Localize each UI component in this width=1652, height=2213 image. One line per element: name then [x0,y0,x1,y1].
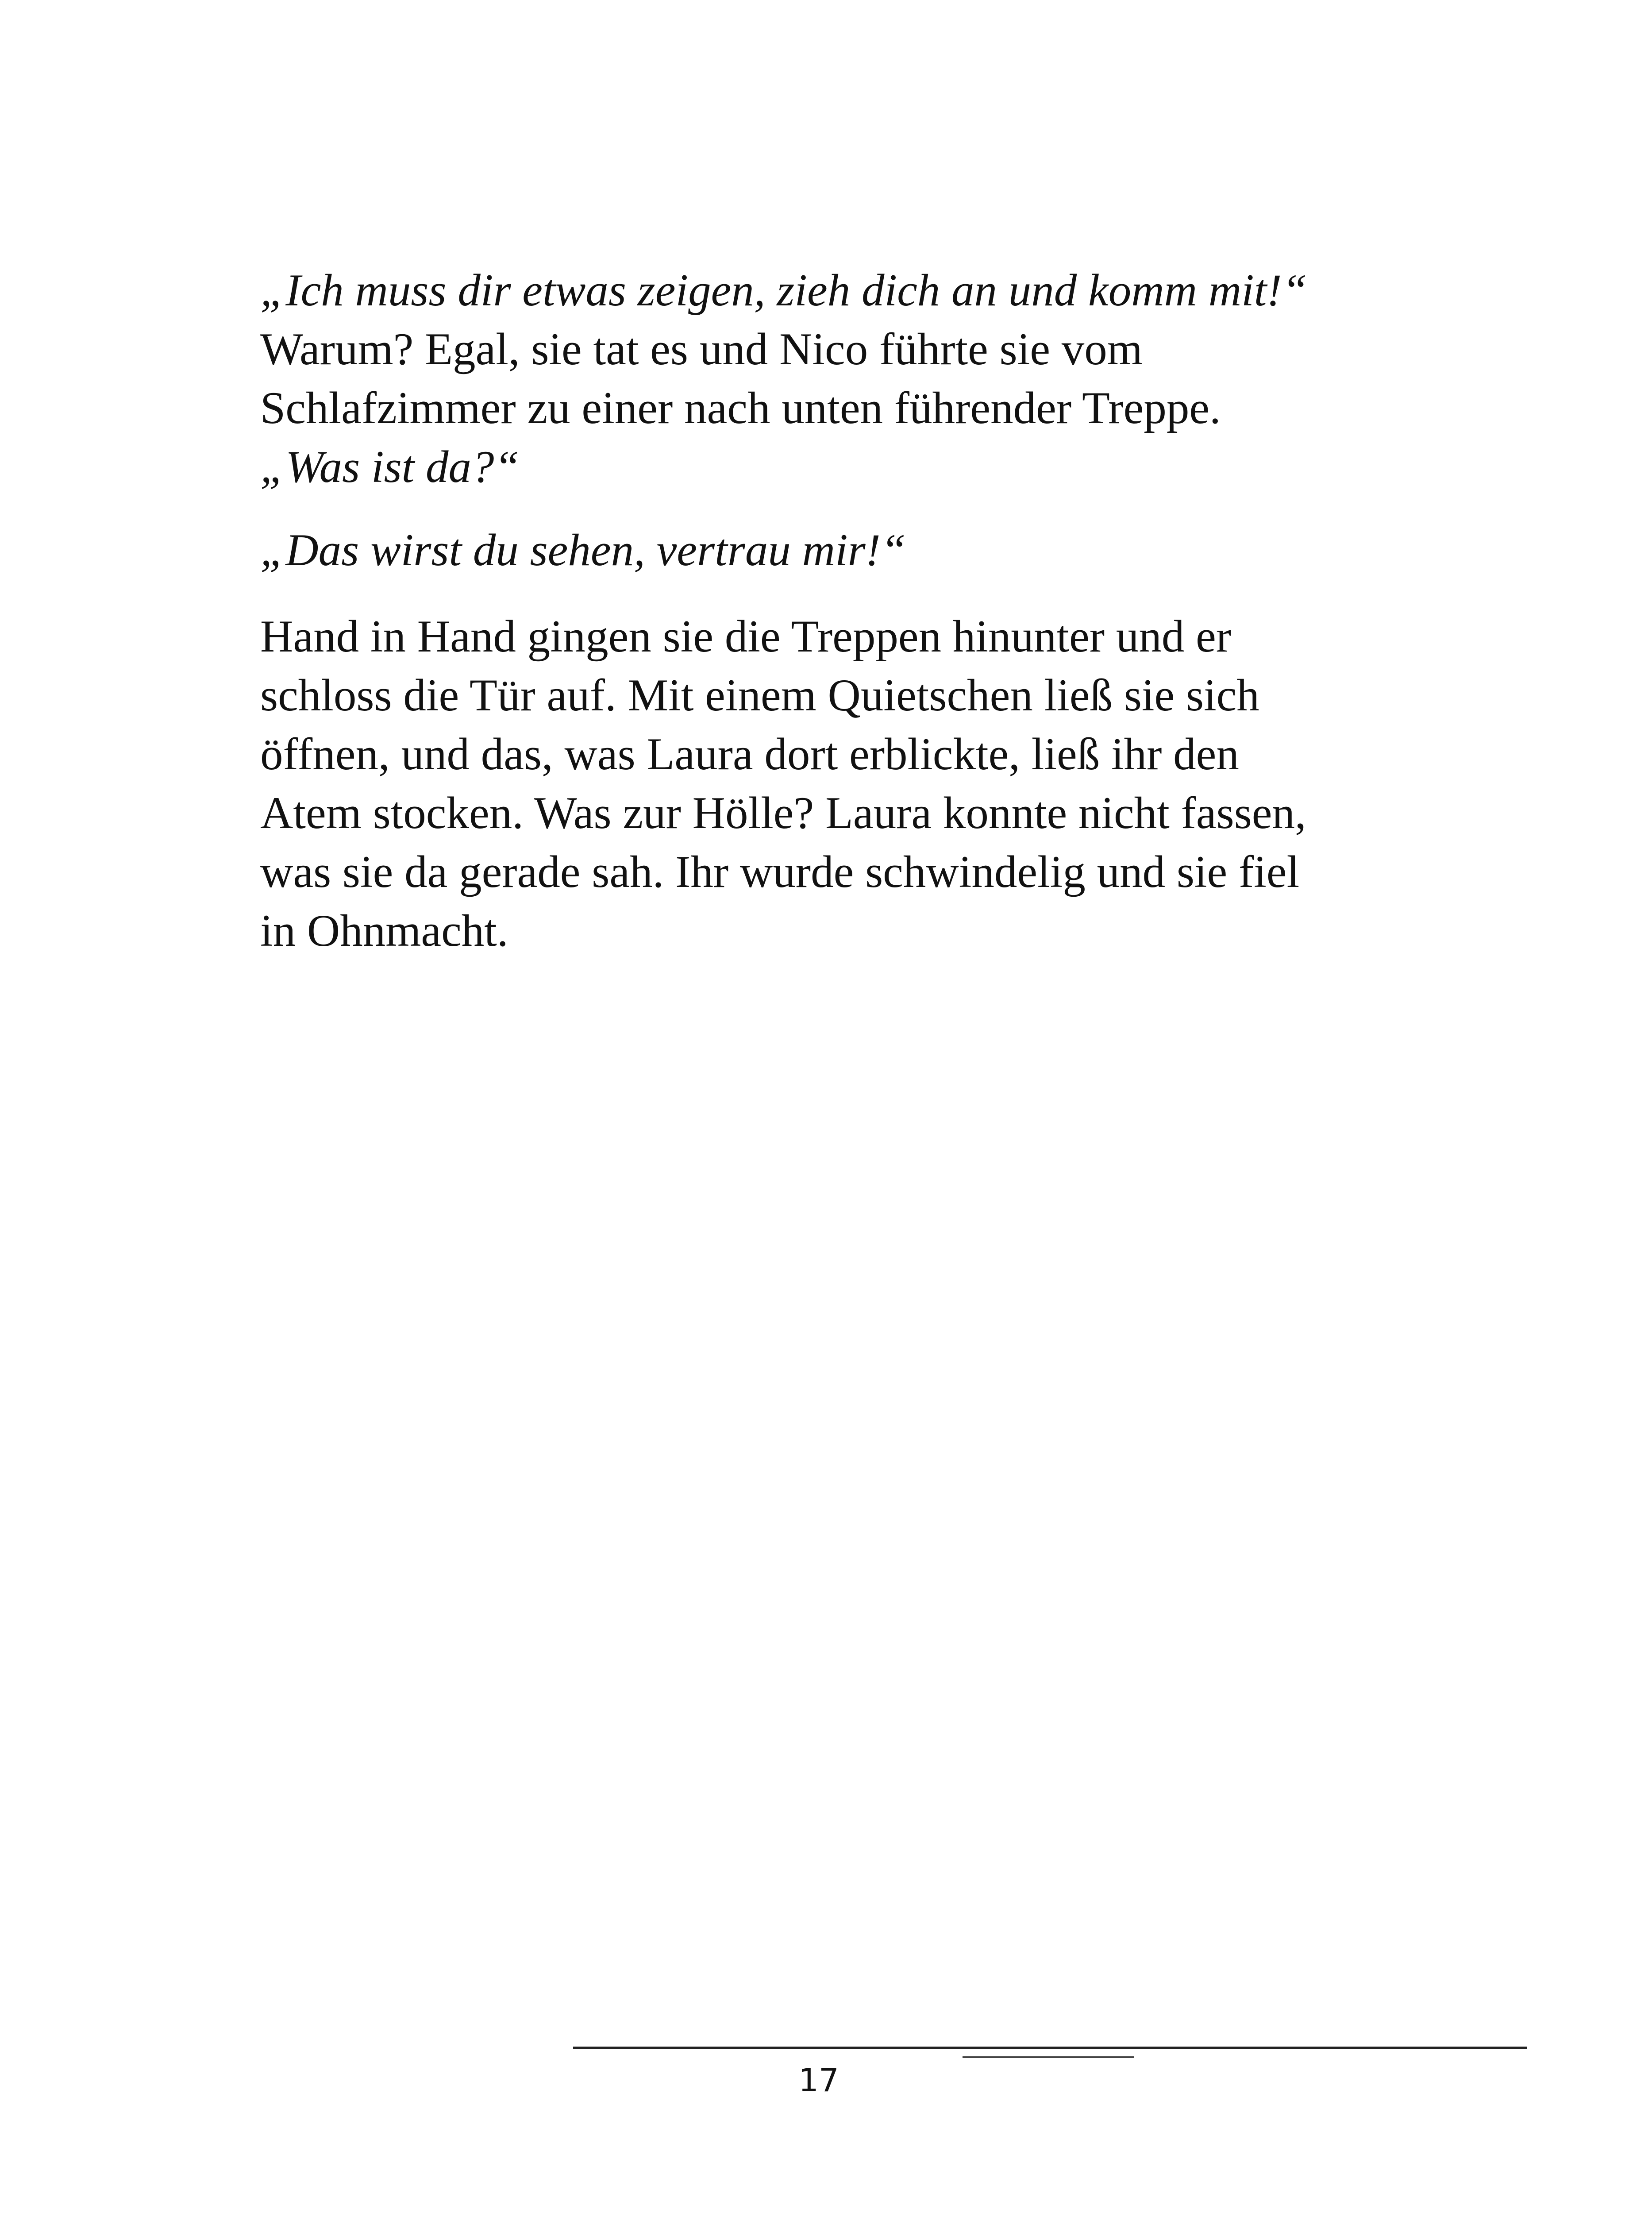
answer-line: „Das wirst du sehen, vertrau mir!“ [260,525,906,575]
paragraph-line: Atem stocken. Was zur Hölle? Laura konnte nicht fassen, [260,788,1306,838]
page-number: 17 [798,2062,839,2099]
spacer [260,580,1433,607]
paragraph-line: in Ohnmacht. [260,906,508,956]
paragraph-line: schloss die Tür auf. Mit einem Quietschen ließ sie sich [260,670,1259,721]
footer-divider [573,2047,1527,2049]
paragraph-line: öffnen, und das, was Laura dort erblickte, ließ ihr den [260,729,1239,779]
narration-line: Schlafzimmer zu einer nach unten führender Treppe. [260,383,1221,433]
paragraph-line: was sie da gerade sah. Ihr wurde schwindelig und sie fiel [260,847,1300,897]
page-text [260,261,1433,960]
dialogue-line: „Ich muss dir etwas zeigen, zieh dich an und komm mit!“ [260,265,1307,316]
question-line: „Was ist da?“ [260,442,520,492]
paragraph-line: Hand in Hand gingen sie die Treppen hinunter und er [260,611,1232,662]
spacer [260,497,1433,521]
narration-line: Warum? Egal, sie tat es und Nico führte sie vom [260,324,1143,374]
footer-divider-accent [963,2056,1134,2058]
paragraph [260,607,1433,960]
